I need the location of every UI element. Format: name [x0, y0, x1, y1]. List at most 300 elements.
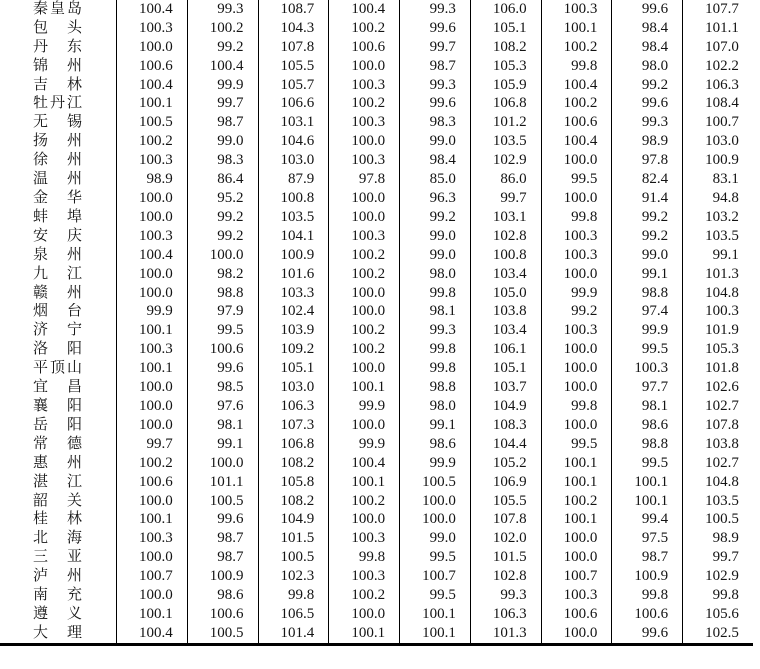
table-row	[0, 170, 753, 189]
index-value-cell: 99.9	[328, 397, 399, 416]
index-value-cell: 105.1	[470, 359, 541, 378]
city-name: 桂 林	[33, 511, 82, 528]
index-value-cell: 96.3	[399, 189, 470, 208]
index-value-cell: 101.4	[258, 624, 329, 643]
table-row	[0, 95, 753, 114]
index-value-cell: 99.3	[187, 0, 258, 19]
index-value-cell: 102.7	[682, 454, 753, 473]
index-value-cell: 98.2	[187, 265, 258, 284]
index-value-cell: 103.2	[682, 208, 753, 227]
index-value-cell: 102.6	[682, 378, 753, 397]
index-value-cell: 100.1	[116, 95, 187, 114]
city-name: 徐 州	[33, 152, 82, 169]
index-value-cell: 101.6	[258, 265, 329, 284]
city-name-cell	[0, 19, 116, 38]
city-name-cell	[0, 567, 116, 586]
city-name-cell	[0, 321, 116, 340]
table-row	[0, 113, 753, 132]
index-value-cell: 100.3	[328, 227, 399, 246]
index-value-cell: 99.8	[399, 340, 470, 359]
city-name-cell	[0, 454, 116, 473]
index-value-cell: 97.9	[187, 303, 258, 322]
index-value-cell: 99.3	[470, 586, 541, 605]
index-value-cell: 99.3	[399, 321, 470, 340]
table-row	[0, 284, 753, 303]
index-value-cell: 100.6	[187, 605, 258, 624]
index-value-cell: 100.0	[328, 303, 399, 322]
index-value-cell: 99.5	[541, 435, 612, 454]
index-value-cell: 100.0	[328, 132, 399, 151]
index-value-cell: 107.3	[258, 416, 329, 435]
index-value-cell: 100.0	[116, 492, 187, 511]
index-value-cell: 98.6	[399, 435, 470, 454]
index-value-cell: 100.0	[116, 397, 187, 416]
index-value-cell: 100.2	[328, 95, 399, 114]
city-name: 平 顶 山	[33, 360, 82, 377]
index-value-cell: 97.7	[611, 378, 682, 397]
table-row	[0, 340, 753, 359]
index-value-cell: 99.2	[187, 227, 258, 246]
table-row	[0, 416, 753, 435]
index-value-cell: 99.1	[399, 416, 470, 435]
index-value-cell: 100.1	[328, 473, 399, 492]
city-name-cell	[0, 38, 116, 57]
index-value-cell: 99.8	[682, 586, 753, 605]
index-value-cell: 100.1	[116, 321, 187, 340]
index-value-cell: 100.4	[116, 246, 187, 265]
index-value-cell: 105.7	[258, 76, 329, 95]
index-value-cell: 100.4	[541, 76, 612, 95]
table-row	[0, 76, 753, 95]
index-value-cell: 103.5	[258, 208, 329, 227]
index-value-cell: 101.1	[187, 473, 258, 492]
index-value-cell: 106.0	[470, 0, 541, 19]
city-name: 遵 义	[33, 605, 82, 622]
index-value-cell: 100.7	[399, 567, 470, 586]
index-value-cell: 100.3	[611, 359, 682, 378]
index-value-cell: 100.3	[682, 303, 753, 322]
index-value-cell: 100.0	[328, 605, 399, 624]
index-value-cell: 98.3	[187, 151, 258, 170]
index-value-cell: 105.0	[470, 284, 541, 303]
city-name-cell	[0, 303, 116, 322]
index-value-cell: 105.2	[470, 454, 541, 473]
index-value-cell: 100.9	[258, 246, 329, 265]
index-value-cell: 105.5	[470, 492, 541, 511]
table-row	[0, 265, 753, 284]
index-value-cell: 100.3	[328, 151, 399, 170]
table-row	[0, 454, 753, 473]
city-name-cell	[0, 435, 116, 454]
index-value-cell: 98.9	[682, 529, 753, 548]
table-row	[0, 189, 753, 208]
index-value-cell: 100.0	[541, 359, 612, 378]
index-value-cell: 100.1	[328, 624, 399, 643]
index-value-cell: 100.6	[187, 340, 258, 359]
index-value-cell: 100.0	[541, 548, 612, 567]
index-value-cell: 101.1	[682, 19, 753, 38]
index-value-cell: 100.0	[116, 586, 187, 605]
index-value-cell: 98.4	[399, 151, 470, 170]
index-value-cell: 103.8	[470, 303, 541, 322]
index-value-cell: 100.0	[541, 378, 612, 397]
index-value-cell: 108.2	[258, 454, 329, 473]
index-value-cell: 100.3	[328, 113, 399, 132]
index-value-cell: 100.9	[187, 567, 258, 586]
index-value-cell: 100.1	[541, 473, 612, 492]
index-value-cell: 95.2	[187, 189, 258, 208]
index-value-cell: 99.2	[611, 227, 682, 246]
index-value-cell: 106.8	[470, 95, 541, 114]
index-value-cell: 100.0	[328, 359, 399, 378]
city-name: 九 江	[33, 265, 82, 282]
index-value-cell: 105.8	[258, 473, 329, 492]
index-value-cell: 100.5	[187, 624, 258, 643]
city-name-cell	[0, 605, 116, 624]
city-name: 吉 林	[33, 76, 82, 93]
city-name-cell	[0, 57, 116, 76]
table-row	[0, 246, 753, 265]
index-value-cell: 85.0	[399, 170, 470, 189]
index-value-cell: 98.0	[611, 57, 682, 76]
index-value-cell: 98.8	[399, 378, 470, 397]
index-value-cell: 100.1	[399, 605, 470, 624]
index-value-cell: 99.7	[682, 548, 753, 567]
index-value-cell: 104.9	[258, 510, 329, 529]
table-row	[0, 548, 753, 567]
index-value-cell: 103.5	[682, 227, 753, 246]
index-value-cell: 100.5	[399, 473, 470, 492]
index-value-cell: 98.6	[187, 586, 258, 605]
table-row	[0, 303, 753, 322]
index-value-cell: 100.0	[116, 208, 187, 227]
index-value-cell: 100.0	[116, 284, 187, 303]
index-value-cell: 99.3	[611, 113, 682, 132]
index-value-cell: 99.8	[611, 586, 682, 605]
index-value-cell: 99.2	[611, 208, 682, 227]
index-value-cell: 100.7	[541, 567, 612, 586]
index-value-cell: 100.2	[328, 340, 399, 359]
index-value-cell: 100.6	[541, 605, 612, 624]
index-value-cell: 98.7	[187, 548, 258, 567]
city-name-cell	[0, 473, 116, 492]
city-name: 韶 关	[33, 492, 82, 509]
index-value-cell: 100.4	[116, 76, 187, 95]
index-value-cell: 105.3	[470, 57, 541, 76]
table-row	[0, 359, 753, 378]
city-name-cell	[0, 340, 116, 359]
index-value-cell: 100.0	[328, 416, 399, 435]
index-value-cell: 100.5	[258, 548, 329, 567]
index-value-cell: 99.8	[399, 359, 470, 378]
index-value-cell: 98.0	[399, 397, 470, 416]
table-row	[0, 151, 753, 170]
index-value-cell: 99.9	[116, 303, 187, 322]
index-value-cell: 100.3	[116, 19, 187, 38]
city-name: 包 头	[33, 19, 82, 36]
index-value-cell: 99.2	[187, 208, 258, 227]
index-value-cell: 82.4	[611, 170, 682, 189]
index-value-cell: 83.1	[682, 170, 753, 189]
index-value-cell: 107.7	[682, 0, 753, 19]
index-value-cell: 99.3	[399, 0, 470, 19]
index-value-cell: 103.1	[470, 208, 541, 227]
index-value-cell: 100.3	[328, 567, 399, 586]
table-row	[0, 605, 753, 624]
index-value-cell: 100.2	[116, 132, 187, 151]
index-value-cell: 86.0	[470, 170, 541, 189]
index-value-cell: 100.5	[187, 492, 258, 511]
table-row	[0, 624, 753, 643]
index-value-cell: 100.6	[328, 38, 399, 57]
index-value-cell: 106.9	[470, 473, 541, 492]
index-value-cell: 101.9	[682, 321, 753, 340]
city-name: 安 庆	[33, 227, 82, 244]
index-value-cell: 102.8	[470, 227, 541, 246]
index-value-cell: 99.9	[328, 435, 399, 454]
index-value-cell: 99.0	[399, 246, 470, 265]
index-value-cell: 106.3	[470, 605, 541, 624]
city-name: 扬 州	[33, 133, 82, 150]
index-value-cell: 98.4	[611, 19, 682, 38]
table-row	[0, 492, 753, 511]
index-value-cell: 103.4	[470, 265, 541, 284]
index-value-cell: 99.6	[611, 624, 682, 643]
index-value-cell: 100.5	[116, 113, 187, 132]
index-value-cell: 100.1	[116, 605, 187, 624]
city-name: 常 德	[33, 435, 82, 452]
city-name: 济 宁	[33, 322, 82, 339]
index-value-cell: 98.1	[399, 303, 470, 322]
index-value-cell: 105.9	[470, 76, 541, 95]
index-value-cell: 99.0	[399, 529, 470, 548]
city-name: 惠 州	[33, 454, 82, 471]
city-name-cell	[0, 378, 116, 397]
index-value-cell: 99.9	[541, 284, 612, 303]
table-row	[0, 586, 753, 605]
table-row	[0, 378, 753, 397]
index-value-cell: 98.8	[611, 284, 682, 303]
index-value-cell: 100.2	[328, 321, 399, 340]
city-name: 温 州	[33, 171, 82, 188]
city-name-cell	[0, 416, 116, 435]
city-name: 宜 昌	[33, 379, 82, 396]
index-value-cell: 101.8	[682, 359, 753, 378]
city-name: 丹 东	[33, 38, 82, 55]
index-value-cell: 100.0	[116, 416, 187, 435]
index-value-cell: 103.0	[258, 151, 329, 170]
city-name-cell	[0, 0, 116, 19]
index-value-cell: 99.0	[187, 132, 258, 151]
index-value-cell: 100.4	[116, 624, 187, 643]
index-value-cell: 106.3	[258, 397, 329, 416]
index-value-cell: 105.1	[258, 359, 329, 378]
index-value-cell: 100.0	[116, 265, 187, 284]
index-value-cell: 100.7	[116, 567, 187, 586]
index-value-cell: 100.3	[541, 0, 612, 19]
index-value-cell: 99.1	[682, 246, 753, 265]
index-value-cell: 98.1	[611, 397, 682, 416]
index-value-cell: 103.5	[682, 492, 753, 511]
city-name: 洛 阳	[33, 341, 82, 358]
city-name-cell	[0, 265, 116, 284]
city-name-cell	[0, 170, 116, 189]
city-name-cell	[0, 76, 116, 95]
index-value-cell: 98.1	[187, 416, 258, 435]
index-value-cell: 100.0	[541, 340, 612, 359]
city-name: 泉 州	[33, 246, 82, 263]
index-value-cell: 100.3	[116, 151, 187, 170]
index-value-cell: 108.4	[682, 95, 753, 114]
index-value-cell: 103.3	[258, 284, 329, 303]
index-value-cell: 100.1	[541, 19, 612, 38]
index-value-cell: 99.4	[611, 510, 682, 529]
index-value-cell: 100.0	[116, 548, 187, 567]
index-value-cell: 100.0	[541, 265, 612, 284]
city-name: 襄 阳	[33, 397, 82, 414]
city-name-cell	[0, 624, 116, 643]
index-value-cell: 103.9	[258, 321, 329, 340]
index-value-cell: 98.6	[611, 416, 682, 435]
index-value-cell: 100.4	[187, 57, 258, 76]
index-value-cell: 102.4	[258, 303, 329, 322]
index-value-cell: 94.8	[682, 189, 753, 208]
index-value-cell: 100.0	[541, 416, 612, 435]
index-value-cell: 99.0	[399, 132, 470, 151]
table-row	[0, 510, 753, 529]
index-value-cell: 97.4	[611, 303, 682, 322]
index-value-cell: 102.0	[470, 529, 541, 548]
index-value-cell: 99.6	[187, 359, 258, 378]
table-row	[0, 57, 753, 76]
index-value-cell: 98.7	[187, 113, 258, 132]
city-name: 北 海	[33, 530, 82, 547]
city-name: 锦 州	[33, 57, 82, 74]
index-value-cell: 99.8	[258, 586, 329, 605]
index-value-cell: 100.8	[258, 189, 329, 208]
index-value-cell: 104.3	[258, 19, 329, 38]
index-value-cell: 107.0	[682, 38, 753, 57]
index-value-cell: 101.5	[470, 548, 541, 567]
index-value-cell: 100.6	[611, 605, 682, 624]
index-value-cell: 100.4	[328, 0, 399, 19]
index-value-cell: 104.1	[258, 227, 329, 246]
index-value-cell: 107.8	[470, 510, 541, 529]
table-row	[0, 132, 753, 151]
index-value-cell: 103.8	[682, 435, 753, 454]
index-value-cell: 99.8	[328, 548, 399, 567]
index-value-cell: 102.3	[258, 567, 329, 586]
index-value-cell: 99.1	[187, 435, 258, 454]
index-value-cell: 99.6	[399, 95, 470, 114]
index-value-cell: 98.9	[611, 132, 682, 151]
index-value-cell: 100.0	[541, 624, 612, 643]
index-value-cell: 99.5	[399, 548, 470, 567]
index-value-cell: 98.8	[187, 284, 258, 303]
table-row	[0, 0, 753, 19]
index-value-cell: 99.3	[399, 76, 470, 95]
city-name-cell	[0, 246, 116, 265]
index-value-cell: 87.9	[258, 170, 329, 189]
index-value-cell: 102.8	[470, 567, 541, 586]
index-value-cell: 100.3	[541, 321, 612, 340]
index-value-cell: 101.3	[682, 265, 753, 284]
index-value-cell: 100.1	[541, 510, 612, 529]
index-value-cell: 102.2	[682, 57, 753, 76]
index-value-cell: 99.8	[541, 57, 612, 76]
index-value-cell: 105.6	[682, 605, 753, 624]
index-value-cell: 98.7	[187, 529, 258, 548]
city-name-cell	[0, 359, 116, 378]
index-value-cell: 100.2	[541, 492, 612, 511]
index-value-cell: 100.2	[328, 246, 399, 265]
index-value-cell: 101.5	[258, 529, 329, 548]
city-name: 赣 州	[33, 284, 82, 301]
table-row	[0, 19, 753, 38]
index-value-cell: 100.3	[328, 76, 399, 95]
index-value-cell: 99.8	[541, 208, 612, 227]
city-name: 无 锡	[33, 114, 82, 131]
index-value-cell: 99.6	[187, 510, 258, 529]
index-value-cell: 100.3	[541, 246, 612, 265]
index-value-cell: 100.3	[116, 529, 187, 548]
index-value-cell: 100.2	[541, 38, 612, 57]
index-value-cell: 108.3	[470, 416, 541, 435]
index-value-cell: 106.6	[258, 95, 329, 114]
index-value-cell: 107.8	[682, 416, 753, 435]
index-value-cell: 109.2	[258, 340, 329, 359]
table-row	[0, 529, 753, 548]
city-name-cell	[0, 510, 116, 529]
index-value-cell: 100.9	[611, 567, 682, 586]
table-row	[0, 38, 753, 57]
index-value-cell: 106.1	[470, 340, 541, 359]
index-value-cell: 100.1	[611, 492, 682, 511]
table-row	[0, 473, 753, 492]
index-value-cell: 100.7	[682, 113, 753, 132]
index-value-cell: 100.0	[328, 57, 399, 76]
index-value-cell: 99.5	[399, 586, 470, 605]
index-value-cell: 91.4	[611, 189, 682, 208]
index-value-cell: 99.8	[541, 397, 612, 416]
city-name: 牡 丹 江	[33, 95, 82, 112]
index-value-cell: 105.1	[470, 19, 541, 38]
index-value-cell: 100.3	[116, 340, 187, 359]
index-value-cell: 100.0	[541, 529, 612, 548]
index-value-cell: 100.0	[328, 284, 399, 303]
index-value-cell: 98.0	[399, 265, 470, 284]
index-value-cell: 103.0	[258, 378, 329, 397]
index-value-cell: 100.0	[116, 189, 187, 208]
index-value-cell: 100.4	[116, 0, 187, 19]
table-row	[0, 435, 753, 454]
index-value-cell: 103.4	[470, 321, 541, 340]
index-value-cell: 104.8	[682, 284, 753, 303]
index-value-cell: 99.8	[399, 284, 470, 303]
index-value-cell: 104.8	[682, 473, 753, 492]
index-value-cell: 100.0	[328, 510, 399, 529]
index-value-cell: 99.2	[541, 303, 612, 322]
index-value-cell: 100.0	[399, 492, 470, 511]
city-name-cell	[0, 397, 116, 416]
index-value-cell: 100.0	[116, 38, 187, 57]
city-name: 烟 台	[33, 303, 82, 320]
city-name-cell	[0, 95, 116, 114]
index-value-cell: 100.1	[116, 510, 187, 529]
city-name-cell	[0, 132, 116, 151]
index-value-cell: 97.8	[611, 151, 682, 170]
city-name-cell	[0, 492, 116, 511]
